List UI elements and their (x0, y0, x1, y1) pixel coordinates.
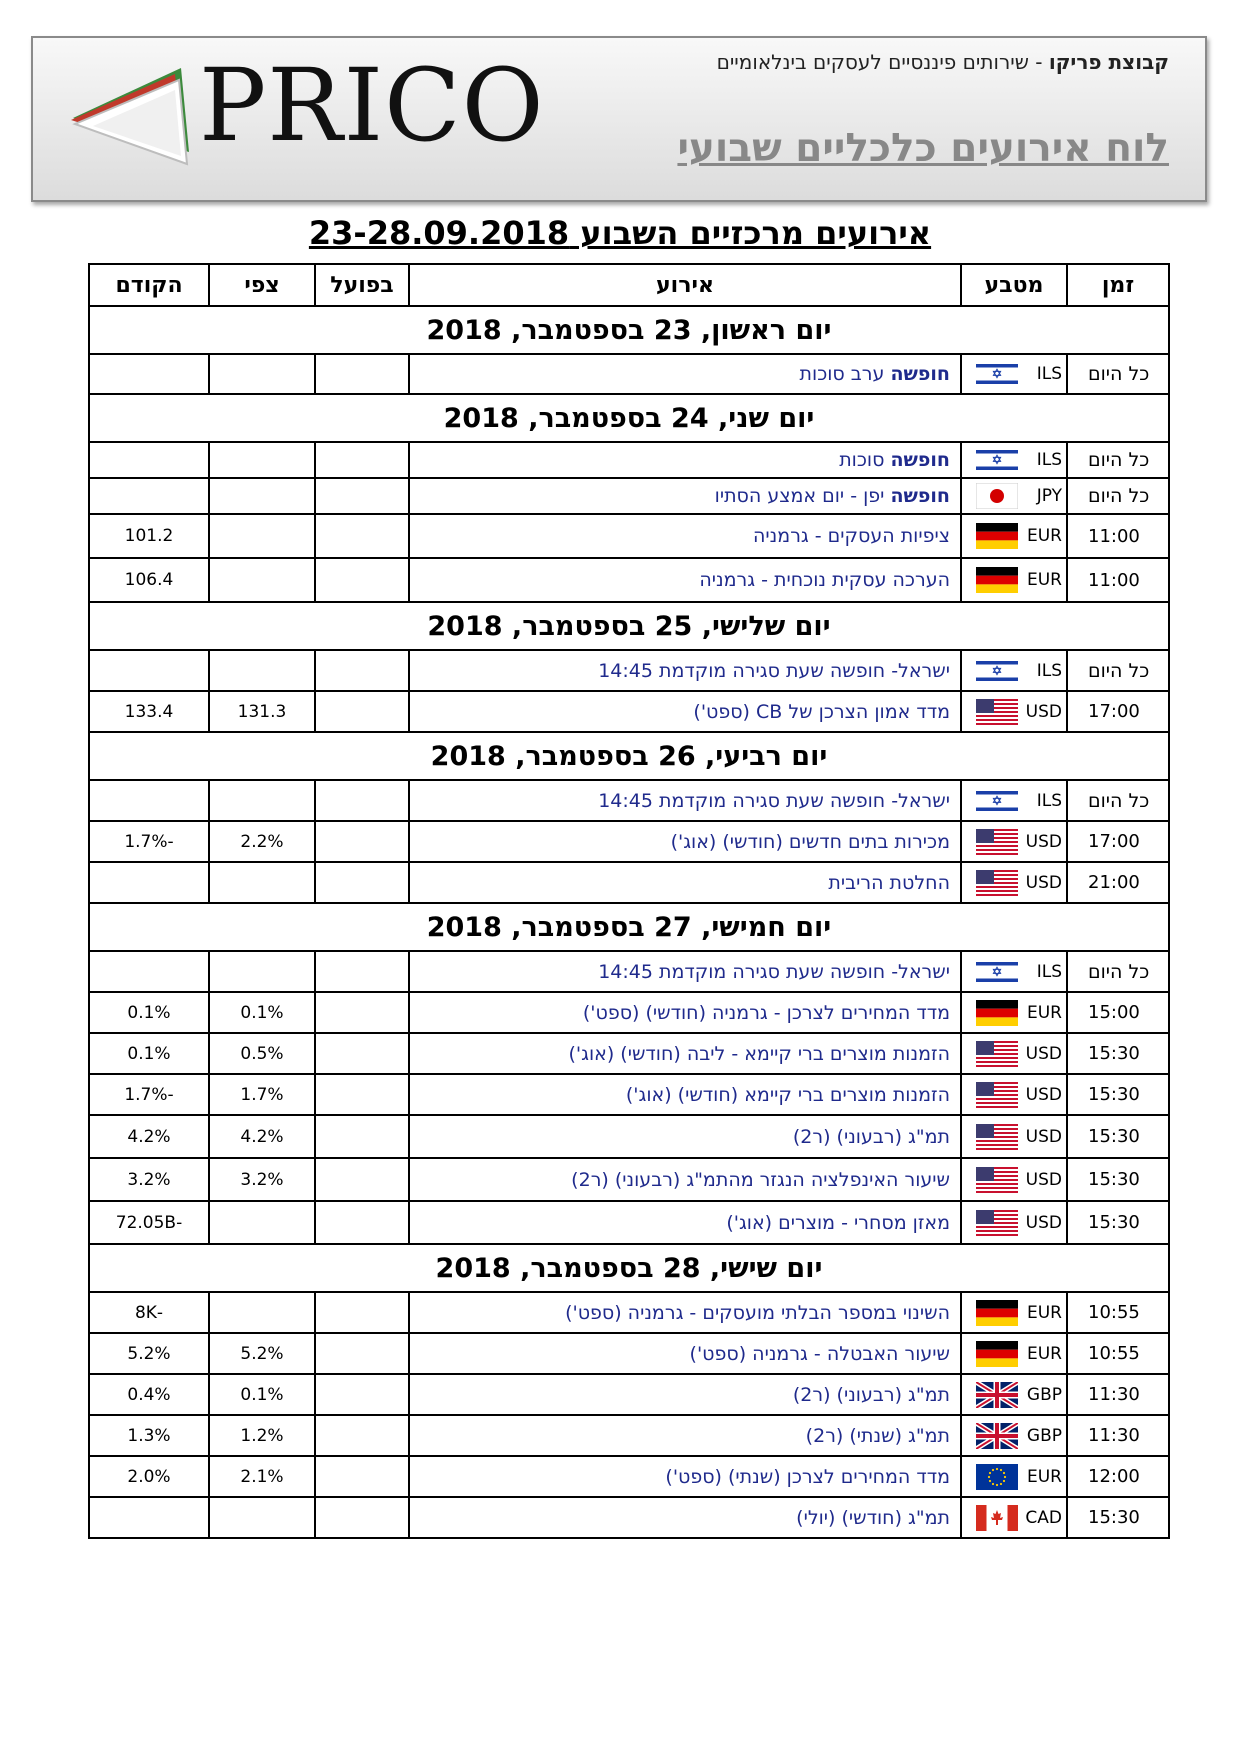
event-time: 11:30 (1067, 1374, 1169, 1415)
usa-flag-icon (976, 1124, 1018, 1150)
event-name: ישראל- חופשה שעת סגירה מוקדמת 14:45 (598, 789, 950, 812)
currency-code: USD (1025, 1169, 1062, 1190)
table-row (89, 478, 1169, 514)
table-row (89, 1456, 1169, 1497)
holiday-label: חופשה (890, 449, 950, 471)
actual-value (315, 992, 409, 1033)
previous-value: -1.7% (89, 1074, 209, 1115)
event-time: כל היום (1067, 442, 1169, 478)
currency-cell (961, 821, 1067, 862)
column-header-currency: מטבע (961, 264, 1067, 306)
event-name-cell (409, 1033, 961, 1074)
actual-value (315, 478, 409, 514)
currency-cell (961, 1497, 1067, 1538)
event-name: תמ"ג (רבעוני) (ר2) (792, 1383, 950, 1406)
forecast-value (209, 650, 315, 691)
germany-flag-icon (976, 523, 1018, 549)
day-label: יום שלישי, 25 בספטמבר, 2018 (89, 602, 1169, 650)
actual-value (315, 650, 409, 691)
currency-code: USD (1025, 1043, 1062, 1064)
event-time: 17:00 (1067, 821, 1169, 862)
page-title: אירועים מרכזיים השבוע 23-28.09.2018 (308, 214, 932, 252)
previous-value: 0.1% (89, 992, 209, 1033)
day-label: יום ראשון, 23 בספטמבר, 2018 (89, 306, 1169, 354)
day-header-row (89, 732, 1169, 780)
previous-value: -1.7% (89, 821, 209, 862)
forecast-value (209, 951, 315, 992)
event-name-cell (409, 558, 961, 602)
forecast-value (209, 780, 315, 821)
actual-value (315, 691, 409, 732)
table-row (89, 992, 1169, 1033)
table-row (89, 1033, 1169, 1074)
forecast-value: 0.1% (209, 1374, 315, 1415)
previous-value (89, 780, 209, 821)
event-name: ישראל- חופשה שעת סגירה מוקדמת 14:45 (598, 659, 950, 682)
event-name: תמ"ג (שנתי) (ר2) (805, 1424, 950, 1447)
currency-cell (961, 1201, 1067, 1244)
event-name: ישראל- חופשה שעת סגירה מוקדמת 14:45 (598, 960, 950, 983)
event-name-cell (409, 780, 961, 821)
event-name-cell (409, 821, 961, 862)
event-time: 15:00 (1067, 992, 1169, 1033)
table-row (89, 650, 1169, 691)
forecast-value (209, 862, 315, 903)
actual-value (315, 862, 409, 903)
event-name-cell (409, 1115, 961, 1158)
actual-value (315, 1201, 409, 1244)
column-header-event: אירוע (409, 264, 961, 306)
event-name: תמ"ג (חודשי) (יולי) (796, 1506, 950, 1529)
currency-code: CAD (1025, 1507, 1062, 1528)
forecast-value (209, 1201, 315, 1244)
previous-value: -72.05B (89, 1201, 209, 1244)
event-name: הזמנות מוצרים ברי קיימא - ליבה (חודשי) (אוג') (568, 1042, 950, 1065)
currency-cell (961, 650, 1067, 691)
actual-value (315, 1074, 409, 1115)
currency-cell (961, 992, 1067, 1033)
currency-cell (961, 1292, 1067, 1333)
event-time: 15:30 (1067, 1201, 1169, 1244)
forecast-value (209, 558, 315, 602)
previous-value: 5.2% (89, 1333, 209, 1374)
forecast-value (209, 354, 315, 394)
event-time: 15:30 (1067, 1158, 1169, 1201)
event-name-cell (409, 354, 961, 394)
table-row (89, 1201, 1169, 1244)
event-name: סוכות (839, 449, 891, 471)
table-row (89, 1074, 1169, 1115)
forecast-value: 5.2% (209, 1333, 315, 1374)
actual-value (315, 821, 409, 862)
currency-code: ILS (1036, 450, 1062, 470)
previous-value: 0.1% (89, 1033, 209, 1074)
event-time: 10:55 (1067, 1292, 1169, 1333)
currency-cell (961, 1374, 1067, 1415)
event-time: 15:30 (1067, 1115, 1169, 1158)
previous-value (89, 442, 209, 478)
event-name: מדד המחירים לצרכן (שנתי) (ספט') (665, 1465, 950, 1488)
previous-value: 1.3% (89, 1415, 209, 1456)
actual-value (315, 1456, 409, 1497)
forecast-value (209, 442, 315, 478)
event-time: 15:30 (1067, 1497, 1169, 1538)
column-header-actual: בפועל (315, 264, 409, 306)
event-name-cell (409, 1374, 961, 1415)
usa-flag-icon (976, 1082, 1018, 1108)
day-label: יום שישי, 28 בספטמבר, 2018 (89, 1244, 1169, 1292)
currency-code: GBP (1026, 1384, 1062, 1405)
previous-value: 2.0% (89, 1456, 209, 1497)
previous-value (89, 650, 209, 691)
events-table (88, 263, 1170, 1539)
table-row (89, 780, 1169, 821)
header-banner (31, 36, 1207, 202)
currency-code: EUR (1027, 1302, 1062, 1323)
eu-flag-icon (976, 1464, 1018, 1490)
previous-value: 133.4 (89, 691, 209, 732)
actual-value (315, 1115, 409, 1158)
actual-value (315, 1497, 409, 1538)
event-name-cell (409, 1292, 961, 1333)
previous-value: 0.4% (89, 1374, 209, 1415)
event-time: כל היום (1067, 951, 1169, 992)
currency-cell (961, 1158, 1067, 1201)
usa-flag-icon (976, 829, 1018, 855)
actual-value (315, 1333, 409, 1374)
event-name-cell (409, 691, 961, 732)
event-name: שיעור האבטלה - גרמניה (ספט') (689, 1342, 950, 1365)
uk-flag-icon (976, 1423, 1018, 1449)
currency-cell (961, 354, 1067, 394)
currency-code: USD (1025, 1126, 1062, 1147)
forecast-value (209, 478, 315, 514)
table-row (89, 1292, 1169, 1333)
table-row (89, 442, 1169, 478)
event-time: כל היום (1067, 478, 1169, 514)
previous-value (89, 862, 209, 903)
table-header-row (89, 264, 1169, 306)
event-name-cell (409, 478, 961, 514)
event-time: כל היום (1067, 354, 1169, 394)
event-name: מאזן מסחרי - מוצרים (אוג') (726, 1211, 950, 1234)
event-name: השינוי במספר הבלתי מועסקים - גרמניה (ספט') (565, 1301, 950, 1324)
previous-value: 4.2% (89, 1115, 209, 1158)
currency-code: EUR (1027, 526, 1062, 546)
currency-cell (961, 862, 1067, 903)
day-header-row (89, 903, 1169, 951)
event-name: תמ"ג (רבעוני) (ר2) (792, 1125, 950, 1148)
event-name: מכירות בתים חדשים (חודשי) (אוג') (670, 830, 950, 853)
currency-code: EUR (1027, 1343, 1062, 1364)
currency-cell (961, 1033, 1067, 1074)
event-time: 15:30 (1067, 1033, 1169, 1074)
event-name: הערכה עסקית נוכחית - גרמניה (699, 569, 950, 591)
logo-wordmark: PRICO (199, 47, 545, 164)
event-name-cell (409, 992, 961, 1033)
currency-code: EUR (1027, 1002, 1062, 1023)
actual-value (315, 354, 409, 394)
previous-value (89, 478, 209, 514)
currency-code: ILS (1036, 790, 1062, 811)
event-name: הזמנות מוצרים ברי קיימא (חודשי) (אוג') (625, 1083, 950, 1106)
event-time: כל היום (1067, 780, 1169, 821)
header-title: לוח אירועים כלכליים שבועי (677, 126, 1169, 171)
event-time: 11:00 (1067, 558, 1169, 602)
forecast-value: 131.3 (209, 691, 315, 732)
event-time: 12:00 (1067, 1456, 1169, 1497)
table-row (89, 1333, 1169, 1374)
previous-value: 101.2 (89, 514, 209, 558)
table-row (89, 821, 1169, 862)
column-header-previous: הקודם (89, 264, 209, 306)
actual-value (315, 1033, 409, 1074)
day-header-row (89, 602, 1169, 650)
germany-flag-icon (976, 1341, 1018, 1367)
event-name-cell (409, 862, 961, 903)
prico-logo-icon (63, 60, 213, 180)
currency-code: EUR (1027, 570, 1062, 590)
event-name-cell (409, 1201, 961, 1244)
currency-cell (961, 478, 1067, 514)
forecast-value: 0.1% (209, 992, 315, 1033)
forecast-value: 1.7% (209, 1074, 315, 1115)
israel-flag-icon (976, 959, 1018, 985)
previous-value: 106.4 (89, 558, 209, 602)
germany-flag-icon (976, 567, 1018, 593)
currency-cell (961, 1115, 1067, 1158)
currency-code: USD (1025, 831, 1062, 852)
event-time: 11:00 (1067, 514, 1169, 558)
event-name: מדד אמון הצרכן של CB (ספט') (693, 700, 950, 723)
table-row (89, 691, 1169, 732)
forecast-value: 2.2% (209, 821, 315, 862)
canada-flag-icon (976, 1505, 1018, 1531)
actual-value (315, 1374, 409, 1415)
event-time: 15:30 (1067, 1074, 1169, 1115)
currency-code: ILS (1036, 660, 1062, 681)
currency-cell (961, 780, 1067, 821)
event-name-cell (409, 1158, 961, 1201)
event-name: שיעור האינפלציה הנגזר מהתמ"ג (רבעוני) (ר2) (571, 1168, 950, 1191)
event-name-cell (409, 1074, 961, 1115)
usa-flag-icon (976, 870, 1018, 896)
currency-cell (961, 514, 1067, 558)
event-time: 21:00 (1067, 862, 1169, 903)
currency-code: USD (1025, 1084, 1062, 1105)
forecast-value: 1.2% (209, 1415, 315, 1456)
event-name-cell (409, 951, 961, 992)
event-name-cell (409, 1415, 961, 1456)
forecast-value (209, 1292, 315, 1333)
currency-code: ILS (1036, 364, 1062, 384)
currency-cell (961, 558, 1067, 602)
currency-cell (961, 1456, 1067, 1497)
column-header-forecast: צפי (209, 264, 315, 306)
event-name-cell (409, 1456, 961, 1497)
table-row (89, 1497, 1169, 1538)
holiday-label: חופשה (890, 485, 950, 507)
event-name: החלטת הריבית (828, 871, 950, 894)
forecast-value: 3.2% (209, 1158, 315, 1201)
table-row (89, 1115, 1169, 1158)
previous-value (89, 354, 209, 394)
israel-flag-icon (976, 658, 1018, 684)
day-label: יום רביעי, 26 בספטמבר, 2018 (89, 732, 1169, 780)
forecast-value: 4.2% (209, 1115, 315, 1158)
day-header-row (89, 306, 1169, 354)
event-name: יפן - יום אמצע הסתיו (714, 485, 891, 507)
actual-value (315, 514, 409, 558)
table-row (89, 862, 1169, 903)
currency-code: EUR (1027, 1466, 1062, 1487)
day-label: יום חמישי, 27 בספטמבר, 2018 (89, 903, 1169, 951)
currency-code: USD (1025, 1212, 1062, 1233)
currency-cell (961, 691, 1067, 732)
previous-value: -8K (89, 1292, 209, 1333)
israel-flag-icon (976, 788, 1018, 814)
event-time: כל היום (1067, 650, 1169, 691)
uk-flag-icon (976, 1382, 1018, 1408)
table-row (89, 514, 1169, 558)
previous-value (89, 1497, 209, 1538)
israel-flag-icon (976, 447, 1018, 473)
event-name-cell (409, 1497, 961, 1538)
currency-cell (961, 1074, 1067, 1115)
event-time: 10:55 (1067, 1333, 1169, 1374)
germany-flag-icon (976, 1300, 1018, 1326)
forecast-value (209, 514, 315, 558)
previous-value: 3.2% (89, 1158, 209, 1201)
usa-flag-icon (976, 1167, 1018, 1193)
tagline-text: - שירותים פיננסיים לעסקים בינלאומיים (716, 50, 1049, 74)
event-name-cell (409, 650, 961, 691)
event-time: 17:00 (1067, 691, 1169, 732)
forecast-value: 2.1% (209, 1456, 315, 1497)
usa-flag-icon (976, 1210, 1018, 1236)
germany-flag-icon (976, 1000, 1018, 1026)
day-label: יום שני, 24 בספטמבר, 2018 (89, 394, 1169, 442)
japan-flag-icon (976, 483, 1018, 509)
event-time: 11:30 (1067, 1415, 1169, 1456)
day-header-row (89, 394, 1169, 442)
actual-value (315, 1292, 409, 1333)
table-row (89, 1158, 1169, 1201)
event-name: ערב סוכות (799, 363, 891, 385)
table-row (89, 558, 1169, 602)
company-name: קבוצת פריקו (1048, 50, 1169, 74)
event-name: מדד המחירים לצרכן - גרמניה (חודשי) (ספט') (582, 1001, 950, 1024)
currency-cell (961, 442, 1067, 478)
holiday-label: חופשה (890, 363, 950, 385)
event-name-cell (409, 1333, 961, 1374)
event-name-cell (409, 442, 961, 478)
usa-flag-icon (976, 699, 1018, 725)
event-name-cell (409, 514, 961, 558)
event-name: ציפיות העסקים - גרמניה (753, 525, 950, 547)
day-header-row (89, 1244, 1169, 1292)
currency-cell (961, 1415, 1067, 1456)
currency-code: GBP (1026, 1425, 1062, 1446)
actual-value (315, 951, 409, 992)
table-row (89, 1415, 1169, 1456)
israel-flag-icon (976, 361, 1018, 387)
header-tagline (717, 50, 1169, 74)
column-header-time: זמן (1067, 264, 1169, 306)
actual-value (315, 558, 409, 602)
table-row (89, 951, 1169, 992)
actual-value (315, 442, 409, 478)
actual-value (315, 780, 409, 821)
currency-code: USD (1025, 872, 1062, 893)
forecast-value: 0.5% (209, 1033, 315, 1074)
forecast-value (209, 1497, 315, 1538)
actual-value (315, 1158, 409, 1201)
actual-value (315, 1415, 409, 1456)
table-row (89, 354, 1169, 394)
currency-code: ILS (1036, 961, 1062, 982)
currency-cell (961, 951, 1067, 992)
previous-value (89, 951, 209, 992)
currency-code: USD (1025, 701, 1062, 722)
usa-flag-icon (976, 1041, 1018, 1067)
table-row (89, 1374, 1169, 1415)
currency-code: JPY (1036, 486, 1062, 506)
currency-cell (961, 1333, 1067, 1374)
